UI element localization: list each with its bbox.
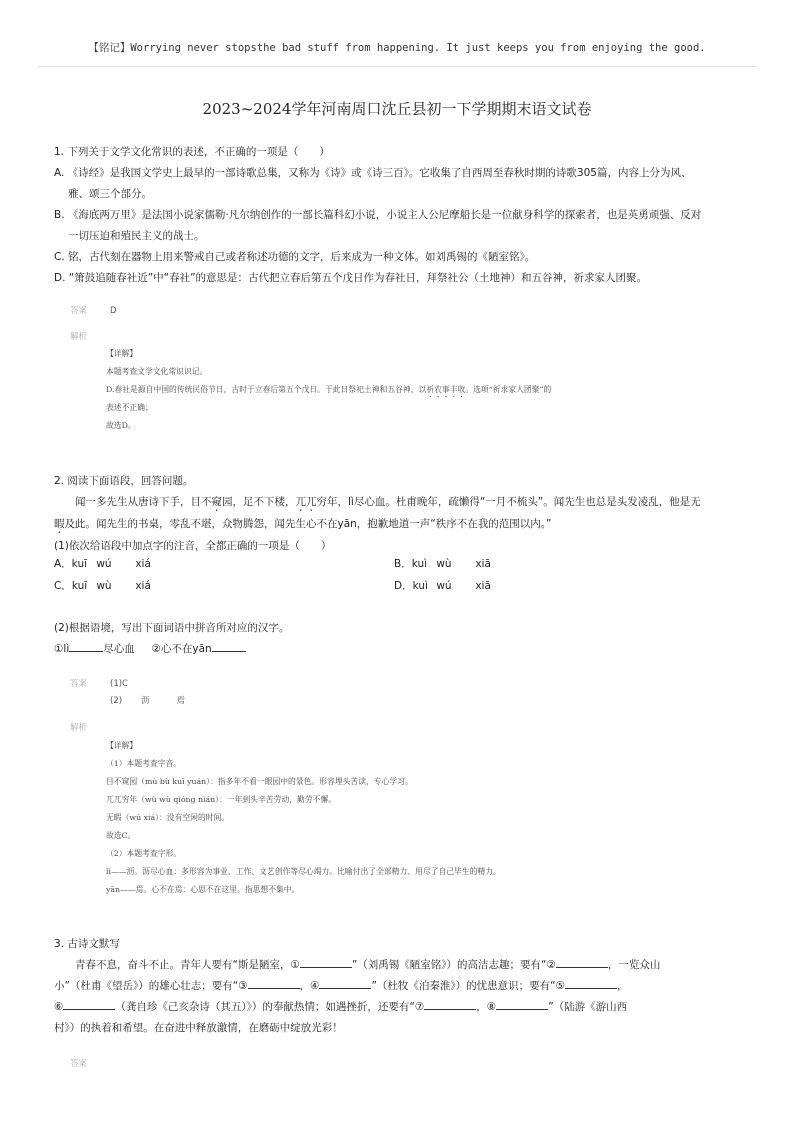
q2-answer-2a: 沥: [140, 696, 150, 706]
q2-dotted-kui: 窥: [211, 496, 222, 508]
q2-sub2-stem: (2)根据语境，写出下面词语中拼音所对应的汉字。: [54, 622, 290, 634]
q2-stem: 2. 阅读下面语段，回答问题。: [54, 475, 194, 487]
q2-opt-b-p2: xiā: [475, 558, 491, 570]
q2-blank2-label: ②心不在yān: [151, 643, 212, 655]
q2-opt-d-key: D．kuì: [394, 580, 428, 592]
q1-explanation: [106, 345, 746, 435]
q2-options: [54, 556, 744, 600]
q1-answer-value: D: [110, 306, 117, 316]
q3-l3a: ⑥: [54, 1001, 64, 1013]
q3-l2d: ，: [617, 980, 628, 992]
q2-option-d: [394, 578, 514, 593]
q3-l1a: 青春不息，奋斗不止。青年人要有“斯是陋室，①: [75, 959, 300, 971]
q2-opt-c-key: C．kuī: [54, 580, 88, 592]
answer-label: 答案: [70, 679, 88, 689]
header-divider: [38, 66, 756, 67]
q2-exp-line4: 无暇（wú xiá）：没有空闲的时间。: [106, 813, 230, 822]
q2-opt-d-p2: xiā: [475, 580, 491, 592]
q3-l1b: ”（刘禹锡《陋室铭》）的高洁志趣；要有“②: [351, 959, 556, 971]
q2-answer-2-prefix: (2): [110, 696, 123, 706]
q1-option-b-line2: 一切压迫和殖民主义的战士。: [68, 230, 205, 242]
q2-opt-c-p1: wù: [96, 580, 112, 592]
q3-answer: [70, 1056, 110, 1073]
q2-sub1-stem: (1)依次给语段中加点字的注音，全都正确的一项是（ ）: [54, 540, 332, 552]
q2-blank1-tail: 尽心血: [103, 643, 135, 655]
q1-answer: [70, 303, 117, 320]
q1-exp-line2c: 。选项“祈求家人团聚”的: [465, 385, 552, 394]
q3-l1c: ，一览众山: [607, 959, 661, 971]
q2-answer: [70, 676, 185, 710]
detail-label: 【详解】: [106, 741, 138, 750]
q3-l2b: ，④: [299, 980, 320, 992]
q1-exp-line1: 本题考查文学文化常识识记。: [106, 367, 208, 376]
q2-opt-c-p2: xiá: [135, 580, 151, 592]
q1-analysis-label: [70, 329, 110, 346]
q1-option-c: C. 铭，古代刻在器物上用来警戒自己或者称述功德的文字，后来成为一种文体。如刘禹锡的《陋室铭》。: [54, 251, 536, 263]
q2-p1a: 闻一多先生从唐诗下手，目不: [75, 496, 212, 508]
q2-answer-2b: 焉: [176, 696, 186, 706]
q1-exp-line3: 表述不正确；: [106, 403, 153, 412]
q2-dotted-xia: 暇: [54, 518, 65, 530]
q3-blank-2[interactable]: [556, 956, 608, 968]
q3-l2a: 小”（杜甫《望岳》）的雄心壮志；要有“③: [54, 980, 248, 992]
q1-exp-line2: [106, 381, 746, 399]
q2-p1e: 穷年，lì尽心血。杜甫晚年，疏懒得“一月不梳头”。闻先生也总是头发凌乱，他是无: [316, 496, 701, 508]
q3-line2: [54, 976, 744, 997]
q2-exp-line8: yān——焉。心不在焉：心思不在这里。指思想不集中。: [106, 885, 300, 894]
q3-blank-8[interactable]: [496, 998, 548, 1010]
q1-option-a-line2: 雅、颂三个部分。: [68, 188, 152, 200]
q2-opt-d-p1: wú: [436, 580, 452, 592]
q2-exp-line6: （2）本题考查字形。: [106, 849, 182, 858]
q3-blank-4[interactable]: [319, 977, 371, 989]
q2-opt-b-key: B．kuì: [394, 558, 428, 570]
q2-opt-a-key: A．kuī: [54, 558, 88, 570]
q3-line1: [54, 955, 744, 976]
q1-exp-line2a: D.春社是源自中国的传统民俗节日，古时于立春后第五个戊日。于此日祭祀土神和五谷神，以: [106, 385, 427, 394]
q2-explanation: [106, 737, 746, 899]
q1-exp-line4: 故选D。: [106, 421, 136, 430]
q3-l2c: ”（杜牧《泊秦淮》）的忧患意识；要有“⑤: [371, 980, 566, 992]
q3-blank-7[interactable]: [424, 998, 476, 1010]
q2-option-a: [54, 556, 174, 571]
q2-passage-line2: [54, 514, 744, 536]
q1-option-d: D. “箫鼓追随春社近”中“春社”的意思是：古代把立春后第五个戊日作为春社日，拜祭社公（土地神）和五谷神，祈求家人团聚。: [54, 272, 648, 284]
q3-l3c: ，⑧: [476, 1001, 497, 1013]
q2-dotted-wuwu: 兀兀: [295, 496, 317, 508]
q2-blank1-label: ①lì: [54, 643, 70, 655]
q3-l3d: ”（陆游《游山西: [548, 1001, 628, 1013]
analysis-label: 解析: [70, 332, 88, 342]
q3-blank-5[interactable]: [565, 977, 617, 989]
q2-exp-line5: 故选C。: [106, 831, 136, 840]
q2-opt-a-p1: wú: [96, 558, 112, 570]
q2-answer-1: (1)C: [110, 679, 128, 689]
q2-p2c: 及此。闻先生的书桌，零乱不堪，众物腾怨，闻先生心不在yān，抱歉地道一声“秩序不在我的范围以内。”: [64, 518, 552, 530]
q3-stem: 3. 古诗文默写: [54, 938, 120, 950]
q2-blank-2[interactable]: [212, 640, 246, 652]
question-3: [54, 934, 744, 1039]
q2-exp-line7: lì——沥。沥尽心血：多形容为事业、工作、文艺创作等尽心竭力。比喻付出了全部精力、用尽了自己毕生的精力。: [106, 867, 501, 876]
q2-opt-b-p1: wù: [436, 558, 452, 570]
q1-stem: 1. 下列关于文学文化常识的表述，不正确的一项是（ ）: [54, 146, 330, 158]
page-title: 2023~2024学年河南周口沈丘县初一下学期期末语文试卷: [202, 100, 592, 118]
q2-p1c: 园，足不下楼，: [222, 496, 296, 508]
q1-exp-emphasis: 祈农事丰收: [426, 385, 466, 394]
question-2: [54, 471, 744, 557]
question-1: [54, 142, 744, 289]
motto-header: 【铭记】Worrying never stopsthe bad stuff from happening. It just keeps you from enjoying the good.: [88, 42, 706, 54]
answer-label: 答案: [70, 306, 88, 316]
q3-l3b: （龚自珍《己亥杂诗（其五）》）的奉献热情；如遇挫折，还要有“⑦: [115, 1001, 425, 1013]
q3-blank-3[interactable]: [248, 977, 300, 989]
q2-sub2-blanks: [54, 639, 744, 660]
q2-analysis-label: [70, 720, 110, 737]
q3-blank-1[interactable]: [300, 956, 352, 968]
q2-sub2: [54, 618, 744, 660]
q2-exp-line1: （1）本题考查字音。: [106, 759, 182, 768]
q3-line3: [54, 997, 744, 1018]
q2-exp-line3: 兀兀穷年（wù wù qióng nián）：一年到头辛苦劳动，勤劳不懈。: [106, 795, 337, 804]
q2-exp-line2: 目不窥园（mù bù kuī yuán）：指多年不看一眼园中的景色。形容埋头苦读，专心学习。: [106, 777, 413, 786]
answer-label: 答案: [70, 1059, 88, 1069]
q3-line4: 村》）的执着和希望。在奋进中释放激情，在磨砺中绽放光彩！: [54, 1022, 343, 1034]
q1-option-a-line1: A. 《诗经》是我国文学史上最早的一部诗歌总集，又称为《诗》或《诗三百》。它收集了自西周至春秋时期的诗歌305篇，内容上分为风、: [54, 167, 692, 179]
detail-label: 【详解】: [106, 349, 138, 358]
q2-opt-a-p2: xiá: [135, 558, 151, 570]
analysis-label: 解析: [70, 723, 88, 733]
q2-option-c: [54, 578, 174, 593]
q1-option-b-line1: B. 《海底两万里》是法国小说家儒勒·凡尔纳创作的一部长篇科幻小说，小说主人公尼摩船长是一位献身科学的探索者，也是英勇顽强、反对: [54, 209, 702, 221]
q2-option-b: [394, 556, 514, 571]
q3-blank-6[interactable]: [63, 998, 115, 1010]
q2-passage-line1: [54, 492, 744, 514]
q2-blank-1[interactable]: [69, 640, 103, 652]
